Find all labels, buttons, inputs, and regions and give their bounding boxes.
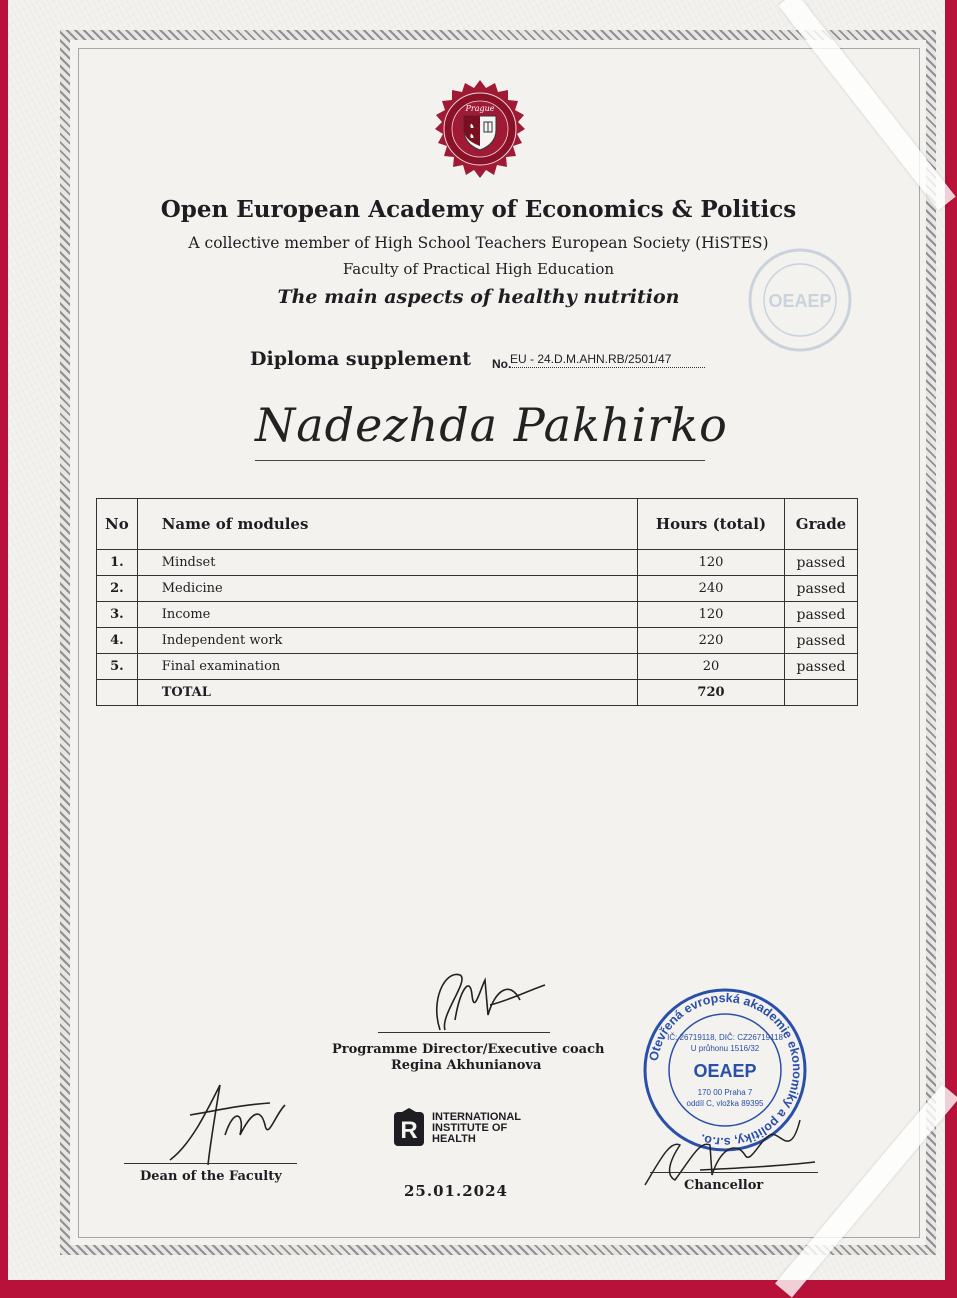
row-grade: passed [785, 654, 858, 680]
modules-table [96, 498, 858, 706]
row-name: Mindset [137, 550, 637, 576]
academy-seal-icon [420, 78, 540, 198]
chancellor-signature-line [650, 1172, 818, 1173]
watermark-stamp-icon [745, 245, 855, 355]
member-line: A collective member of High School Teachers European Society (HiSTES) [188, 234, 769, 252]
institute-logo-text [432, 1112, 542, 1145]
row-name: Independent work [137, 628, 637, 654]
header-grade: Grade [785, 499, 858, 550]
row-grade: passed [785, 576, 858, 602]
stamp-line-3: 170 00 Praha 7 [697, 1088, 753, 1097]
row-hours: 120 [638, 602, 785, 628]
total-label: TOTAL [137, 680, 637, 706]
supplement-number: EU - 24.D.M.AHN.RB/2501/47 [510, 351, 705, 368]
stamp-line-2: U průhonu 1516/32 [690, 1044, 760, 1053]
chancellor-signature-icon [640, 1100, 820, 1190]
stamp-line-1: IČ: 26719118, DIČ: CZ26719118 [667, 1033, 783, 1042]
svg-text:♞: ♞ [469, 133, 475, 140]
supplement-no-label: No. [492, 357, 512, 371]
course-title: The main aspects of healthy nutrition [277, 286, 680, 308]
table-row [97, 654, 858, 680]
row-no: 5. [97, 654, 138, 680]
faculty-line: Faculty of Practical High Education [342, 260, 615, 278]
total-hours: 720 [638, 680, 785, 706]
table-row [97, 576, 858, 602]
holder-name: Nadezhda Pakhirko [255, 398, 728, 452]
svg-text:R: R [400, 1117, 418, 1144]
row-grade: passed [785, 550, 858, 576]
table-row [97, 602, 858, 628]
svg-text:♞: ♞ [469, 123, 475, 130]
dean-signature-line [124, 1163, 297, 1164]
academy-name: Open European Academy of Economics & Politics [160, 196, 797, 223]
row-hours: 20 [638, 654, 785, 680]
stamp-center: OEAEP [693, 1061, 757, 1081]
stamp-line-4: oddíl C, vložka 89395 [686, 1099, 764, 1108]
holder-underline [255, 460, 705, 461]
dean-signature-icon [160, 1075, 300, 1170]
row-no: 2. [97, 576, 138, 602]
row-no: 1. [97, 550, 138, 576]
row-hours: 220 [638, 628, 785, 654]
issue-date: 25.01.2024 [404, 1182, 508, 1200]
institute-logo-icon [392, 1108, 428, 1148]
table-row [97, 550, 858, 576]
table-header-row [97, 499, 858, 550]
supplement-label: Diploma supplement [250, 348, 472, 370]
director-signature-line [378, 1032, 550, 1033]
row-grade: passed [785, 602, 858, 628]
row-name: Medicine [137, 576, 637, 602]
stamp-ring-text: Otevřená evropská akademie ekonomiky a politiky, s.r.o. [646, 990, 805, 1150]
row-no: 3. [97, 602, 138, 628]
watermark-stamp-text: OEAEP [768, 291, 832, 311]
header-hours: Hours (total) [638, 499, 785, 550]
table-row [97, 628, 858, 654]
header-no: No [97, 499, 138, 550]
row-hours: 120 [638, 550, 785, 576]
table-total-row [97, 680, 858, 706]
director-signature-icon [400, 960, 550, 1035]
seal-text: Prague [465, 104, 495, 113]
director-name: Regina Akhunianova [391, 1058, 542, 1073]
logo-line-1: INTERNATIONAL [432, 1111, 522, 1123]
logo-line-2: INSTITUTE OF [432, 1122, 508, 1134]
row-no: 4. [97, 628, 138, 654]
dean-label: Dean of the Faculty [140, 1169, 282, 1184]
chancellor-label: Chancellor [684, 1178, 764, 1193]
row-name: Final examination [137, 654, 637, 680]
header-name: Name of modules [137, 499, 637, 550]
logo-line-3: HEALTH [432, 1133, 476, 1145]
row-grade: passed [785, 628, 858, 654]
director-title: Programme Director/Executive coach [332, 1042, 605, 1057]
row-hours: 240 [638, 576, 785, 602]
row-name: Income [137, 602, 637, 628]
